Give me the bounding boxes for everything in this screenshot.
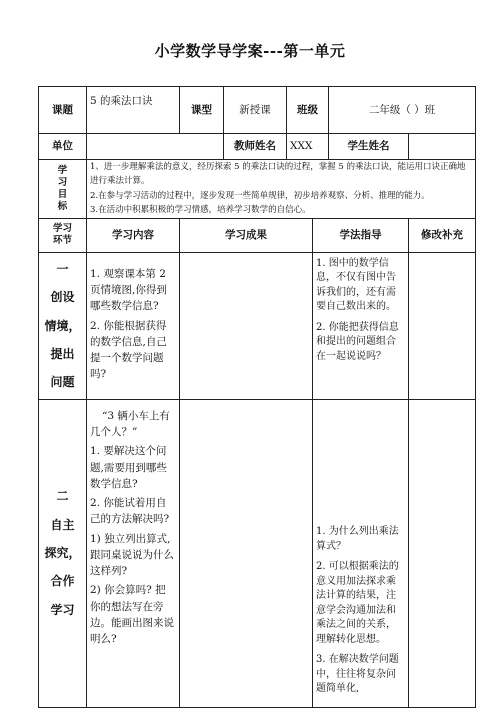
class-value[interactable]: 二年级（ ）班 [329,87,476,134]
student-value[interactable] [409,134,476,160]
stage-2-label: 二 自主 探究， 合作 学习 [39,399,87,707]
stage-1-result[interactable] [180,252,313,399]
guide-item: 1. 为什么列出乘法算式？ [316,526,399,552]
teacher-value[interactable]: XXX [287,134,329,160]
unit-label: 单位 [39,134,87,160]
guide-item: 2. 可以根据乘法的意义用加法探求乘法计算的结果，注意学会沟通加法和乘法之间的关系，理解转化思想。 [316,561,399,645]
content-item: 2) 你会算吗? 把你的想法写在旁边。能画出图来说明么? [90,584,174,646]
guide-item: 2. 你能把获得信息和提出的问题组合在一起说说吗？ [316,321,399,362]
content-item: 1. 观察课本第 2 页情境图,你得到哪些数学信息? [90,267,167,313]
stage-1-label: 一 创设 情境， 提出 问题 [39,252,87,399]
guide-item: 1. 图中的数学信息，不仅有图中告诉我们的，还有需要自己数出来的。 [316,257,396,313]
guide-header: 学法指导 [313,218,409,252]
stage-header: 学习 环节 [39,218,87,252]
stage-2-result[interactable] [180,399,313,707]
result-header: 学习成果 [180,218,313,252]
type-label: 课型 [180,87,224,134]
document-title: 小学数学导学案---第一单元 [154,42,346,60]
class-label: 班级 [287,87,329,134]
stage-2-content [87,399,180,707]
student-label: 学生姓名 [329,134,409,160]
content-item: “3 辆小车上有几个人？” [90,409,170,439]
goals-label: 学 习 目 标 [39,160,87,219]
content-item: 1. 要解决这个问题,需要用到哪些数学信息? [90,445,167,490]
supplement-header: 修改补充 [409,218,476,252]
type-value[interactable]: 新授课 [224,87,287,134]
goal-item: 2.在参与学习活动的过程中，逐步发现一些简单规律，初步培养观察、分析、推理的能力。 [90,190,430,201]
content-item: 1) 独立列出算式,跟同桌说说为什么这样列? [90,532,174,578]
stage-2-supplement[interactable] [409,399,476,707]
content-item: 2. 你能试着用自己的方法解决吗? [90,497,170,526]
stage-1-supplement[interactable] [409,252,476,399]
content-item: 2. 你能根据获得的数学信息,自己提一个数学问题吗? [90,319,167,381]
lesson-plan-table [38,86,476,708]
goals-content [87,160,476,219]
topic-value[interactable]: 5 的乘法口诀 [87,87,180,134]
teacher-label: 教师姓名 [224,134,287,160]
stage-2-guide [313,399,409,707]
topic-label: 课题 [39,87,87,134]
unit-value[interactable] [87,134,224,160]
stage-1-content [87,252,180,399]
goal-item: 1、进一步理解乘法的意义，经历探索 5 的乘法口诀的过程，掌握 5 的乘法口诀，能运用口诀正确地进行乘法计算。 [90,162,466,187]
content-header: 学习内容 [87,218,180,252]
stage-1-guide [313,252,409,399]
guide-item: 3. 在解决数学问题中，往往将复杂问题简单化, [316,654,399,695]
goal-item: 3.在活动中积累积极的学习情感，培养学习数学的自信心。 [90,205,311,216]
